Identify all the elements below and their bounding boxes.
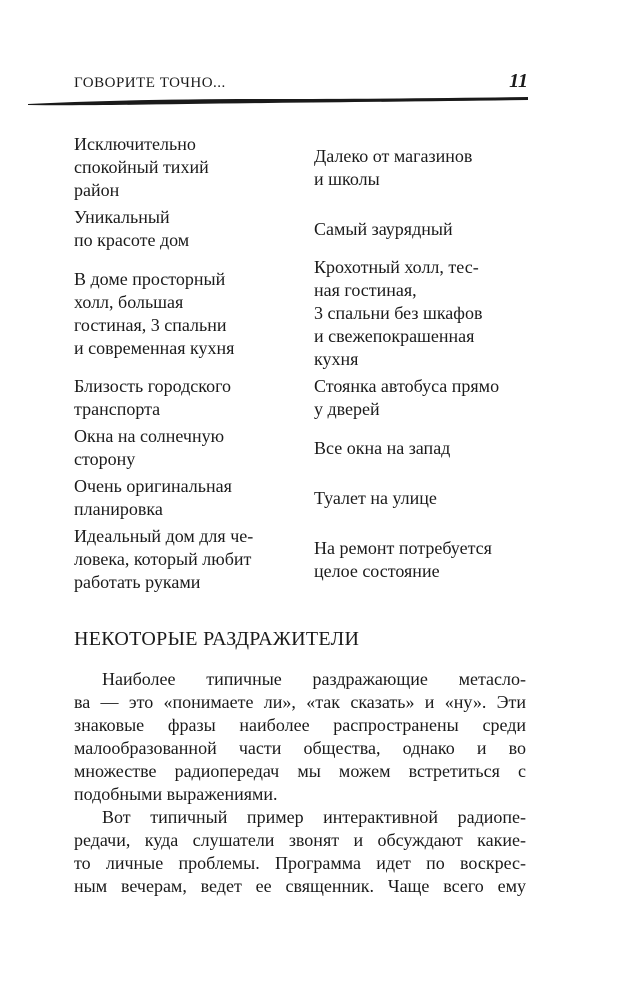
- advert-phrase: Окна на солнечную сторону: [74, 426, 225, 469]
- contrast-table: [74, 133, 554, 598]
- contrast-row: [74, 256, 554, 371]
- text-line: ва — это «понимаете ли», «так сказать» и «ну». Эти: [74, 692, 526, 712]
- contrast-row: [74, 525, 554, 594]
- page-number: 11: [509, 70, 528, 92]
- text-line: Наиболее типичные раздражающие метасло-: [102, 669, 526, 689]
- advert-phrase: В доме просторный холл, большая гостиная, 3 спальни и современная кухня: [74, 268, 235, 358]
- advert-phrase: Уникальный по красоте дом: [74, 207, 190, 250]
- reality-phrase: На ремонт потребуется целое состояние: [314, 537, 492, 581]
- advert-phrase: Идеальный дом для че- ловека, который любит работать руками: [74, 526, 254, 592]
- text-line: малообразованной части общества, однако и во: [74, 738, 526, 758]
- header-rule: [28, 96, 528, 108]
- reality-phrase: Крохотный холл, тес- ная гостиная, 3 спальни без шкафов и свежепокрашенная кухня: [314, 257, 483, 369]
- text-line: Вот типичный пример интерактивной радиопе-: [102, 807, 526, 827]
- text-line: множестве радиопередач мы можем встретиться с: [74, 761, 526, 781]
- advert-phrase: Исключительно спокойный тихий район: [74, 134, 209, 200]
- text-line: подобными выражениями.: [74, 784, 278, 804]
- text-line: ным вечерам, ведет ее священник. Чаще всего ему: [74, 876, 526, 896]
- reality-phrase: Туалет на улице: [314, 487, 437, 508]
- reality-phrase: Самый заурядный: [314, 218, 453, 239]
- advert-phrase: Очень оригинальная планировка: [74, 476, 232, 519]
- contrast-row: [74, 475, 554, 521]
- contrast-row: [74, 206, 554, 252]
- contrast-row: [74, 375, 554, 421]
- contrast-row: [74, 133, 554, 202]
- text-line: то личные проблемы. Программа идет по воскрес-: [74, 853, 526, 873]
- text-line: знаковые фразы наиболее распространены среди: [74, 715, 526, 735]
- reality-phrase: Стоянка автобуса прямо у дверей: [314, 376, 500, 419]
- contrast-row: [74, 425, 554, 471]
- reality-phrase: Все окна на запад: [314, 437, 451, 458]
- text-line: редачи, куда слушатели звонят и обсуждают какие-: [74, 830, 526, 850]
- running-head: ГОВОРИТЕ ТОЧНО...: [74, 75, 226, 91]
- reality-phrase: Далеко от магазинов и школы: [314, 145, 473, 189]
- advert-phrase: Близость городского транспорта: [74, 376, 232, 419]
- section-heading: НЕКОТОРЫЕ РАЗДРАЖИТЕЛИ: [74, 628, 360, 650]
- section-body: [74, 668, 526, 898]
